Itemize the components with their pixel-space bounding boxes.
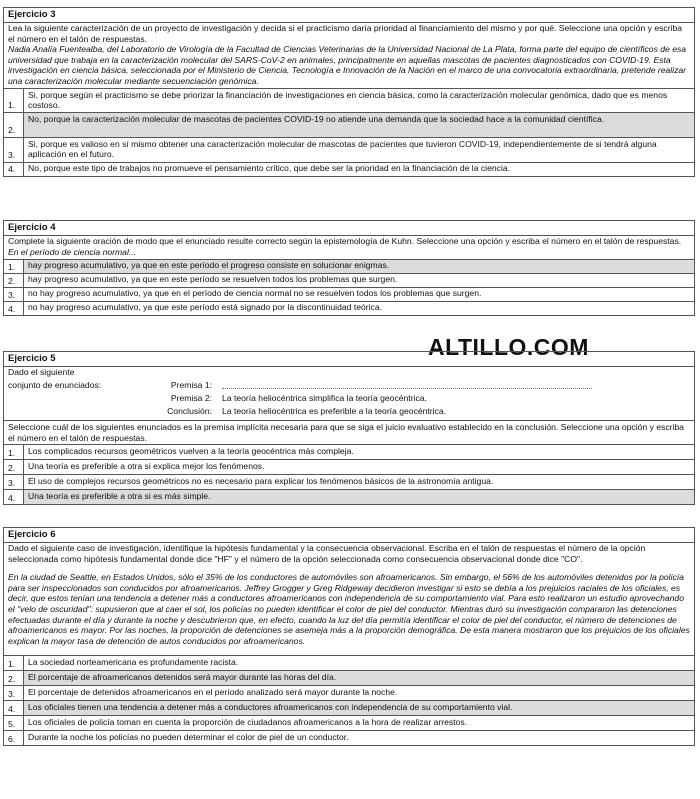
option-number: 2. (4, 671, 24, 685)
exercise-5-title: Ejercicio 5 (4, 352, 694, 367)
exercise-5-given: Dado el siguiente (8, 367, 75, 377)
option-row[interactable] (4, 655, 694, 670)
given-label: conjunto de enunciados: (8, 380, 102, 390)
option-text: Una teoría es preferible a otra si explica mejor los fenómenos. (28, 461, 265, 472)
option-number: 1. (4, 656, 24, 670)
option-row[interactable] (4, 715, 694, 730)
option-row[interactable] (4, 112, 694, 137)
option-number: 4. (4, 302, 24, 315)
option-text: El uso de complejos recursos geométricos no es necesario para explicar los fenómenos básicos de la astronomía antigua. (28, 476, 494, 487)
option-number: 2. (4, 274, 24, 287)
option-text: hay progreso acumulativo, ya que en este período se resuelven todos los problemas que surgen. (28, 274, 398, 285)
option-number: 5. (4, 716, 24, 730)
option-row[interactable] (4, 137, 694, 162)
option-number: 4. (4, 163, 24, 176)
option-row[interactable] (4, 444, 694, 459)
option-text: no hay progreso acumulativo, ya que en el período de ciencia normal no se resuelven todos los problemas que surgen. (28, 288, 482, 299)
option-number: 3. (4, 475, 24, 489)
option-row[interactable] (4, 287, 694, 301)
option-text: Si, porque es valioso en sí mismo obtener una caracterización molecular de mascotas de pacientes que tuvieron COVID-19, independientemente de si tendrá alguna aplicación en el futuro. (28, 138, 657, 160)
premise-1-label: Premisa 1: (170, 380, 212, 390)
exercise-3 (3, 7, 695, 177)
exercise-3-intro: Lea la siguiente caracterización de un proyecto de investigación y decida si el practicismo daría prioridad al financiamiento del mismo y por qué. Seleccione una opción y escriba el número en el talón de respuestas. (8, 23, 683, 44)
option-text: La sociedad norteamericana es profundamente racista. (28, 657, 239, 668)
option-text: El porcentaje de detenidos afroamericanos en el período analizado será mayor durante la noche. (28, 687, 398, 698)
exercise-6 (3, 527, 695, 746)
option-row[interactable] (4, 474, 694, 489)
option-number: 6. (4, 731, 24, 745)
option-text: Los oficiales tienen una tendencia a detener más a conductores afroamericanos con independencia de su comportamiento vial. (24, 701, 694, 715)
option-number: 1. (4, 89, 24, 112)
conclusion-text: La teoría heliocéntrica es preferible a la teoría geocéntrica. (222, 406, 447, 416)
option-row[interactable] (4, 459, 694, 474)
premise-1-row (4, 379, 694, 392)
option-text: Durante la noche los policías no pueden determinar el color de piel de un conductor. (28, 732, 349, 743)
exercise-4-stem: En el período de ciencia normal... (8, 246, 137, 257)
exercise-4 (3, 220, 695, 316)
option-row[interactable] (4, 301, 694, 315)
exercise-6-title: Ejercicio 6 (4, 528, 694, 543)
exercise-6-case: En la ciudad de Seattle, en Estados Unidos, sólo el 35% de los conductores de automóviles son afroamericanos. Sin embargo, el 56% de los automóviles detenidos por la policía para ser inspeccionados son conducidos por afroamericanos. Jeffrey Grogger y Greg Ridgeway decidieron investigar si esto se debía a los prejuicios raciales de los oficiales, es decir, que estos tenían una tendencia a detener más a conductores afroamericanos con independencia de su comportamiento vial. Para esto realizaron un estudio aprovechando el "velo de oscuridad": supusieron que al caer el sol, los policías no pueden identificar el color de piel del conductor. Mientras duró su investigación compararon las detenciones efectuadas durante el día y durante la noche y descubrieron que, en efecto, cuando la luz del día permitía identificar el color de piel del conductor, el número de detenciones de afroamericanos es mayor. Por las noches, la proporción de detenciones se asemeja más a la proporción demográfica. De esta manera mostraron que los prejuicios de los oficiales explican la mayor tasa de detención de autos conducidos por afroamericanos. (8, 572, 690, 646)
exercise-3-quote: Nadia Analía Fuentealba, del Laboratorio de Virología de la Facultad de Ciencias Veterinarias de la Universidad Nacional de La Plata, forma parte del equipo de científicos de esa universidad que trabaja en la caracterización molecular del SARS-CoV-2 en animales, principalmente en aquellas mascotas de pacientes diagnosticados con COVID-19. Esta investigación en ciencia básica, seleccionada por el Ministerio de Ciencia, Tecnología e Innovación de la Nación en el marco de una convocatoria extraordinaria, pretende realizar una caracterización molecular mediante secuenciación genómica. (8, 44, 687, 86)
premise-1-blank (222, 379, 690, 392)
option-number: 1. (4, 445, 24, 459)
exercise-3-title: Ejercicio 3 (4, 8, 694, 23)
option-text: Si, porque según el practicismo se debe priorizar la financiación de investigaciones en ciencia básica, como la caracterización molecular genómica, dado que es menos costoso. (28, 89, 668, 111)
option-row[interactable] (4, 489, 694, 504)
option-number: 4. (4, 701, 24, 715)
exercise-4-title: Ejercicio 4 (4, 221, 694, 236)
option-text: hay progreso acumulativo, ya que en este período el progreso consiste en solucionar enigmas. (24, 260, 694, 273)
option-row[interactable] (4, 162, 694, 176)
option-row[interactable] (4, 88, 694, 112)
exercise-4-intro: Complete la siguiente oración de modo que el enunciado resulte correcto según la epistemología de Kuhn. Seleccione una opción y escriba el número en el talón de respuestas. (8, 236, 682, 246)
option-text: No, porque este tipo de trabajos no promueve el pensamiento crítico, que debe ser la prioridad en la financiación de la ciencia. (28, 162, 511, 173)
option-row[interactable] (4, 259, 694, 273)
option-number: 2. (4, 113, 24, 137)
option-text: no hay progreso acumulativo, ya que este período está signado por la discontinuidad teórica. (28, 302, 383, 313)
option-number: 3. (4, 686, 24, 700)
option-number: 2. (4, 460, 24, 474)
option-number: 3. (4, 138, 24, 162)
option-row[interactable] (4, 730, 694, 745)
option-row[interactable] (4, 273, 694, 287)
option-number: 3. (4, 288, 24, 301)
premise-2-label: Premisa 2: (170, 393, 212, 403)
conclusion-label: Conclusión: (167, 406, 212, 416)
option-text: Una teoría es preferible a otra si es más simple. (24, 490, 694, 504)
option-text: El porcentaje de afroamericanos detenidos será mayor durante las horas del día. (24, 671, 694, 685)
option-row[interactable] (4, 685, 694, 700)
premise-2-row (4, 392, 694, 405)
watermark-logo: ALTILLO.COM (428, 334, 589, 360)
conclusion-row (4, 405, 694, 418)
option-text: No, porque la caracterización molecular de mascotas de pacientes COVID-19 no atiende una demanda que la sociedad hace a la comunidad científica. (24, 113, 694, 137)
exercise-6-intro: Dado el siguiente caso de investigación, identifique la hipótesis fundamental y la consecuencia observacional. Escriba en el talón de respuestas el número de la opción seleccionada como hipótesis fundamental donde dice "HF" y el número de la opción seleccionada como consecuencia observacional donde dice "CO". (8, 543, 646, 564)
option-row[interactable] (4, 670, 694, 685)
option-text: Los oficiales de policía toman en cuenta la proporción de ciudadanos afroamericanos a la hora de realizar arrestos. (28, 717, 468, 728)
option-text: Los complicados recursos geométricos vuelven a la teoría geocéntrica más compleja. (28, 446, 354, 457)
exercise-5-question: Seleccione cuál de los siguientes enunciados es la premisa implícita necesaria para que se siga el juicio evaluativo establecido en la conclusión. Seleccione una opción y escriba el número en el talón de respuestas. (4, 420, 694, 444)
option-row[interactable] (4, 700, 694, 715)
premise-2-text: La teoría heliocéntrica simplifica la teoría geocéntrica. (222, 393, 427, 403)
option-number: 4. (4, 490, 24, 504)
exercise-5 (3, 351, 695, 505)
option-number: 1. (4, 260, 24, 273)
